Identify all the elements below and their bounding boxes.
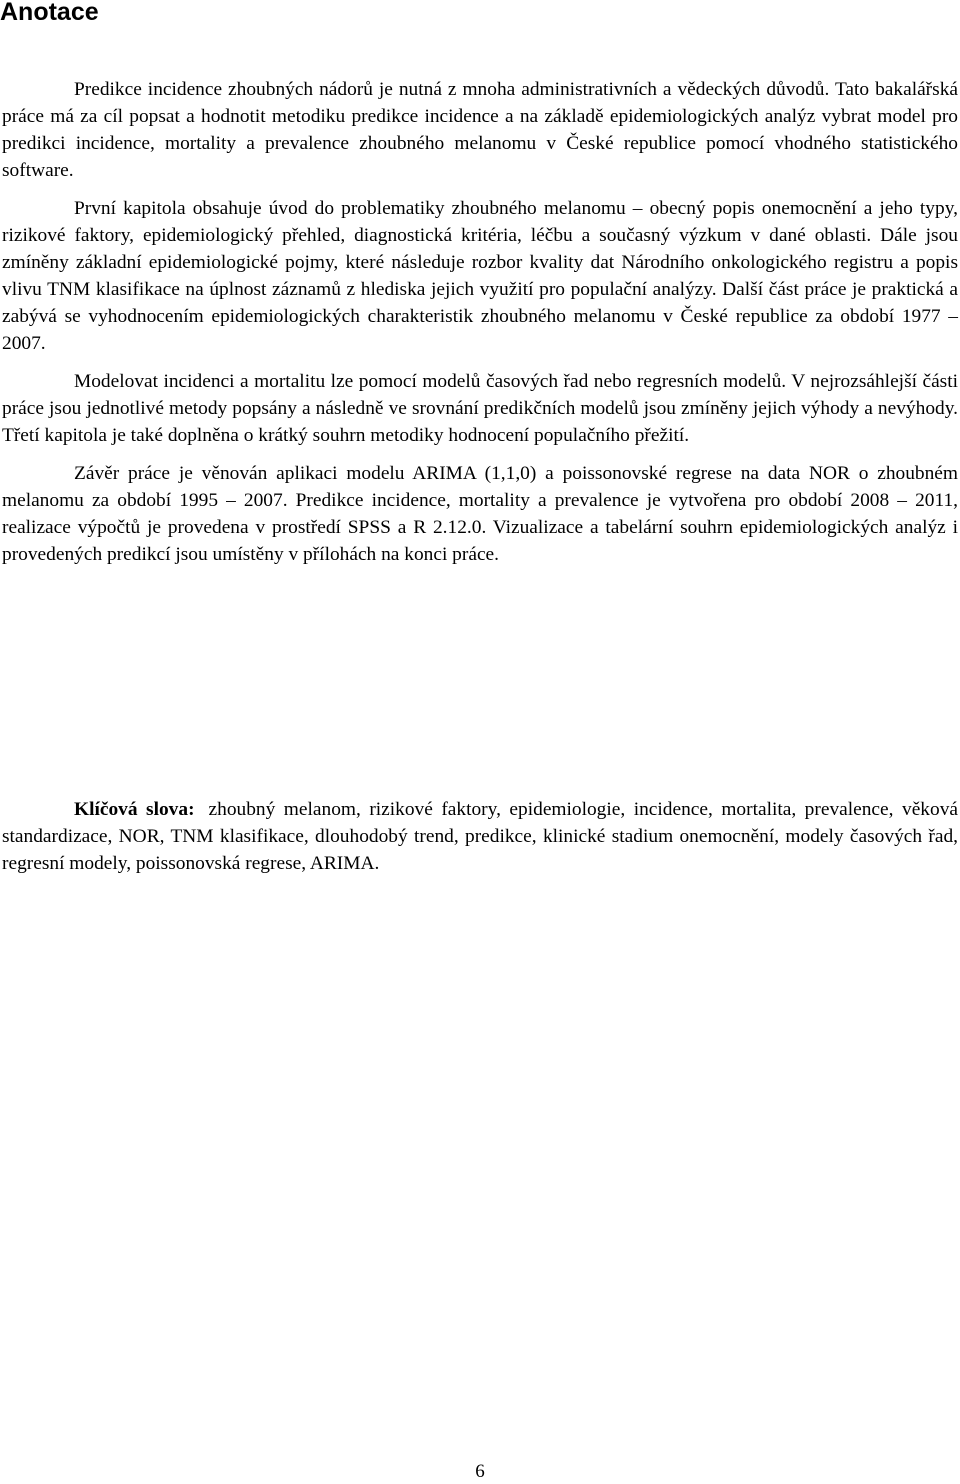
abstract-body [2,76,958,579]
paragraph: Predikce incidence zhoubných nádorů je nutná z mnoha administrativních a vědeckých důvodů. Tato bakalářská práce má za cíl popsat a hodnotit metodiku predikce incidence a na základě epidemiologických analýz vybrat model pro predikci incidence, mortality a prevalence zhoubného melanomu v České republice pomocí vhodného statistického software. [2,79,958,181]
page-number: 6 [475,1461,485,1482]
paragraph: Modelovat incidenci a mortalitu lze pomocí modelů časových řad nebo regresních modelů. V nejrozsáhlejší části práce jsou jednotlivé metody popsány a následně ve srovnání predikčních modelů jsou zmíněny jejich výhody a nevýhody. Třetí kapitola je také doplněna o krátký souhrn metodiky hodnocení populačního přežití. [2,371,958,446]
page-title: Anotace [0,0,99,26]
keywords-text: zhoubný melanom, rizikové faktory, epidemiologie, incidence, mortalita, prevalence, věková standardizace, NOR, TNM klasifikace, dlouhodobý trend, predikce, klinické stadium onemocnění, modely časových řad, regresní modely, poissonovská regrese, ARIMA. [2,799,958,874]
paragraph: Závěr práce je věnován aplikaci modelu ARIMA (1,1,0) a poissonovské regrese na data NOR o zhoubném melanomu za období 1995 – 2007. Predikce incidence, mortality a prevalence je vytvořena pro období 2008 – 2011, realizace výpočtů je provedena v prostředí SPSS a R 2.12.0. Vizualizace a tabelární souhrn epidemiologických analýz i provedených predikcí jsou umístěny v přílohách na konci práce. [2,463,958,565]
keywords-label: Klíčová slova: [74,799,195,820]
keywords-paragraph [2,796,958,877]
paragraph: První kapitola obsahuje úvod do problematiky zhoubného melanomu – obecný popis onemocnění a jeho typy, rizikové faktory, epidemiologický přehled, diagnostická kritéria, léčbu a současný výzkum v dané oblasti. Dále jsou zmíněny základní epidemiologické pojmy, které následuje rozbor kvality dat Národního onkologického registru a popis vlivu TNM klasifikace na úplnost záznamů z hlediska jejich využití pro populační analýzy. Další část práce je praktická a zabývá se vyhodnocením epidemiologických charakteristik zhoubného melanomu v České republice za období 1977 – 2007. [2,198,958,354]
